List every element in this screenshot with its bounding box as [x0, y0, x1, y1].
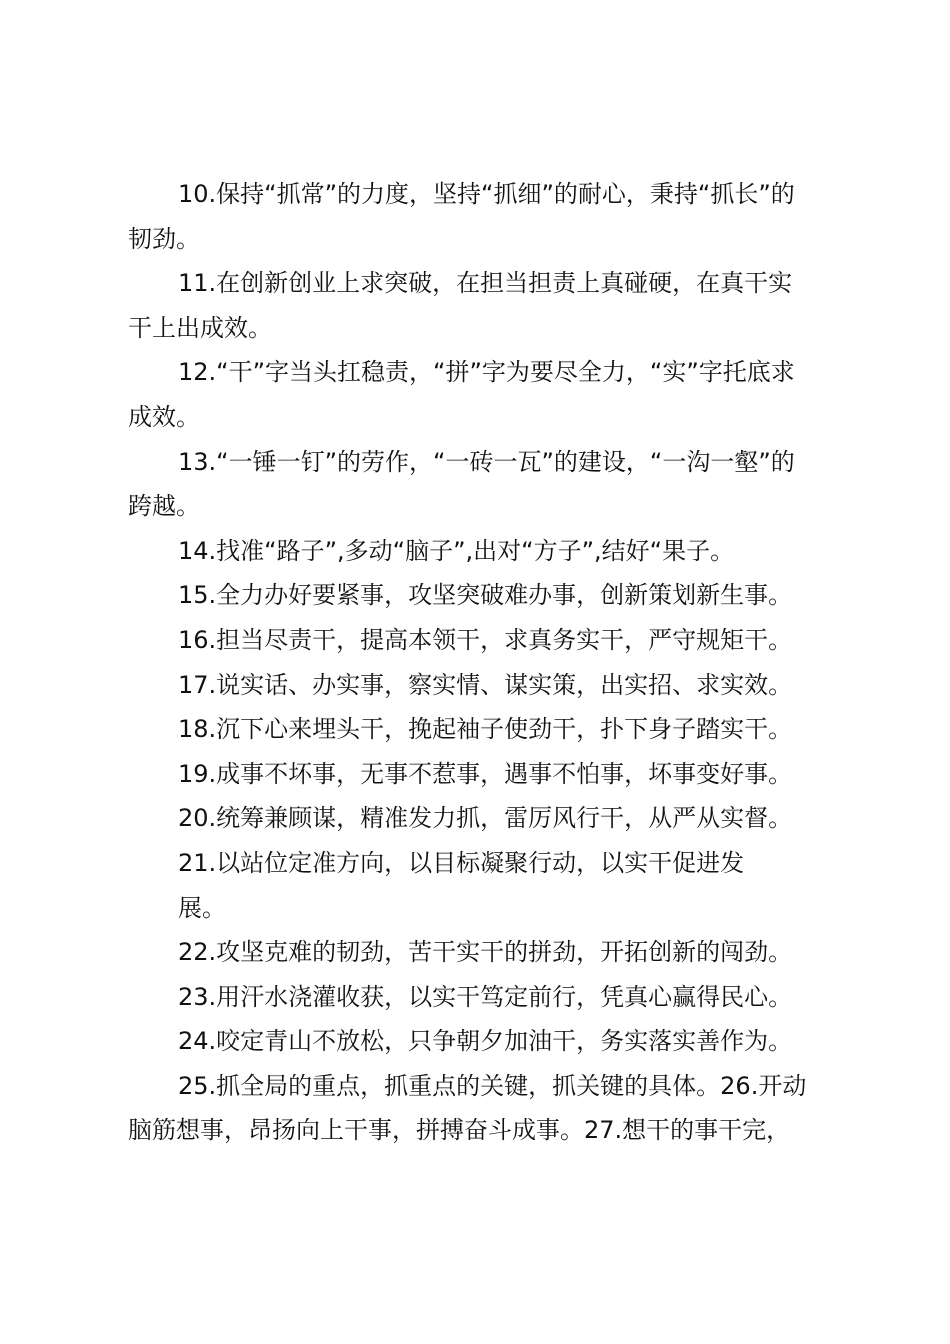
text-line: 23.用汗水浇灌收获，以实干笃定前行，凭真心赢得民心。	[178, 982, 793, 1011]
text-line: 22.攻坚克难的韧劲，苦干实干的拼劲，开拓创新的闯劲。	[178, 938, 793, 967]
text-line: 13.“一锤一钉”的劳作，“一砖一瓦”的建设，“一沟一壑”的	[178, 447, 795, 476]
text-line: 跨越。	[128, 492, 200, 521]
text-line: 16.担当尽责干，提高本领干，求真务实干，严守规矩干。	[178, 625, 793, 654]
text-line: 11.在创新创业上求突破，在担当担责上真碰硬，在真干实	[178, 269, 793, 298]
text-line: 10.保持“抓常”的力度，坚持“抓细”的耐心，秉持“抓长”的	[178, 180, 795, 208]
text-line: 韧劲。	[128, 224, 200, 253]
text-line: 24.咬定青山不放松，只争朝夕加油干，务实落实善作为。	[178, 1027, 793, 1056]
text-line: 25.抓全局的重点，抓重点的关键，抓关键的具体。26.开动	[178, 1071, 807, 1100]
text-line: 12.“干”字当头扛稳责，“拼”字为要尽全力，“实”字托底求	[178, 358, 795, 387]
text-line: 成效。	[128, 402, 200, 431]
document-body	[128, 172, 828, 1153]
text-line: 17.说实话、办实事，察实情、谋实策，出实招、求实效。	[178, 670, 793, 699]
text-line: 15.全力办好要紧事，攻坚突破难办事，创新策划新生事。	[178, 581, 793, 610]
text-line: 14.找准“路子”,多动“脑子”,出对“方子”,结好“果子。	[178, 536, 735, 565]
text-line: 21.以站位定准方向，以目标凝聚行动，以实干促进发	[178, 848, 745, 877]
text-line: 脑筋想事，昂扬向上干事，拼搏奋斗成事。27.想干的事干完，	[128, 1116, 791, 1145]
text-line: 20.统筹兼顾谋，精准发力抓，雷厉风行干，从严从实督。	[178, 804, 793, 833]
text-line: 展。	[178, 893, 226, 922]
text-line: 18.沉下心来埋头干，挽起袖子使劲干，扑下身子踏实干。	[178, 715, 793, 744]
text-line: 干上出成效。	[128, 313, 272, 342]
text-line: 19.成事不坏事，无事不惹事，遇事不怕事，坏事变好事。	[178, 759, 793, 788]
